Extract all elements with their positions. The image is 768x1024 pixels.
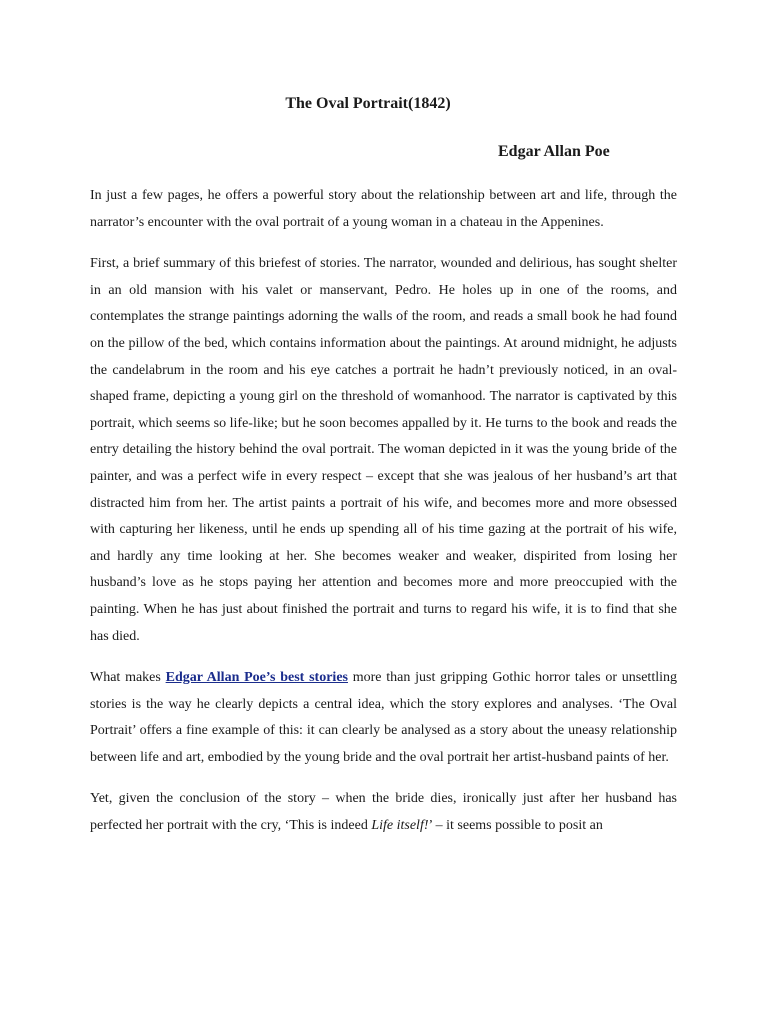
document-author: Edgar Allan Poe	[498, 143, 610, 160]
paragraph-3-rest: more than just gripping Gothic horror tales or unsettling stories is the way he clearly depicts a central idea, which the story explores and analyses. ‘The Oval Portrait’ offers a fine example of this: it can clearly be analysed as a story about the uneasy relationship between life and art, embodied by the young bride and the oval portrait her artist-husband paints of her.	[90, 670, 677, 765]
document-body	[90, 183, 677, 855]
paragraph-2: First, a brief summary of this briefest of stories. The narrator, wounded and delirious, has sought shelter in an old mansion with his valet or manservant, Pedro. He holes up in one of the rooms, and contemplates the strange paintings adorning the walls of the room, and reads a small book he had found on the pillow of the bed, which contains information about the paintings. At around midnight, he adjusts the candelabrum in the room and his eye catches a portrait he hadn’t previously noticed, in an oval-shaped frame, depicting a young girl on the threshold of womanhood. The narrator is captivated by this portrait, which seems so life-like; but he soon becomes appalled by it. He turns to the book and reads the entry detailing the history behind the oval portrait. The woman depicted in it was the young bride of the painter, and was a perfect wife in every respect – except that she was jealous of her husband’s art that distracted him from her. The artist paints a portrait of his wife, and becomes more and more obsessed with capturing her likeness, until he ends up spending all of his time gazing at the portrait of his wife, and hardly any time looking at her. She becomes weaker and weaker, dispirited from losing her husband’s love as he stops paying her attention and becomes more and more preoccupied with the painting. When he has just about finished the portrait and turns to regard his wife, it is to find that she has died.	[90, 256, 677, 644]
document-title: The Oval Portrait(1842)	[285, 95, 451, 112]
paragraph-3-lead: What makes	[90, 670, 166, 686]
best-stories-link[interactable]: Edgar Allan Poe’s best stories	[165, 670, 348, 686]
paragraph-4-lead: Yet, given the conclusion of the story – when the bride dies, ironically just after her husband has perfected her portrait with the cry, ‘This is indeed	[90, 791, 677, 834]
paragraph-4	[90, 786, 677, 839]
paragraph-4-rest: ’ – it seems possible to posit an	[428, 818, 603, 834]
paragraph-1: In just a few pages, he offers a powerful story about the relationship between art and life, through the narrator’s encounter with the oval portrait of a young woman in a chateau in the Appenines.	[90, 188, 677, 230]
paragraph-3	[90, 665, 677, 771]
life-itself-emphasis: Life itself!	[371, 818, 429, 834]
